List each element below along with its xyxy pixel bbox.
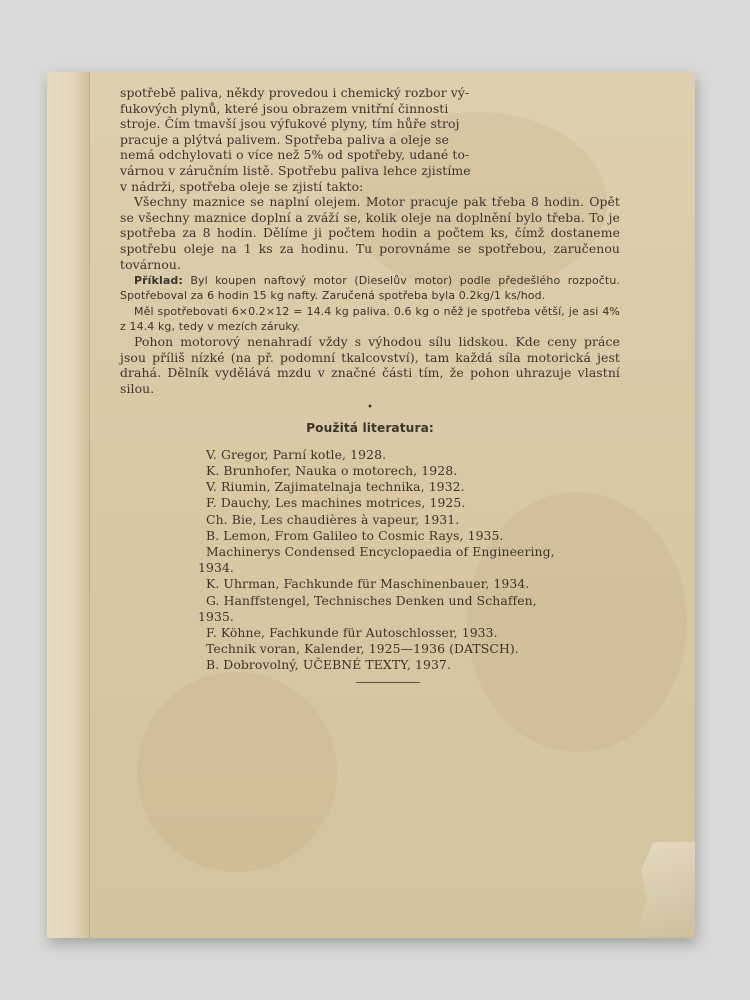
text-line: nemá odchylovati o více než 5% od spotřeby, udané to- <box>120 147 470 163</box>
literature-item: V. Gregor, Parní kotle, 1928. <box>206 446 387 462</box>
paragraph-consumption <box>120 85 620 194</box>
text-line: v nádrži, spotřeba oleje se zjistí takto: <box>120 178 364 194</box>
divider-dot: • <box>367 401 373 413</box>
end-rule <box>356 682 420 683</box>
literature-item: Technik voran, Kalender, 1925—1936 (DATSCH). <box>206 641 519 657</box>
literature-item: V. Riumin, Zajimatelnaja technika, 1932. <box>206 479 465 495</box>
text-line: várnou v záručním listě. Spotřebu paliva lehce zjistíme <box>120 162 471 178</box>
text-line: spotřebě paliva, někdy provedou i chemický rozbor vý- <box>120 85 470 100</box>
page-text <box>120 85 620 683</box>
literature-item: F. Köhne, Fachkunde für Autoschlosser, 1933. <box>206 624 498 640</box>
literature-item: K. Uhrman, Fachkunde für Maschinenbauer, 1934. <box>206 576 530 592</box>
literature-item-continuation: 1935. <box>198 608 234 624</box>
book-spine <box>47 72 90 938</box>
paragraph-oil-measurement: Všechny maznice se naplní olejem. Motor pracuje pak třeba 8 hodin. Opět se všechny maznice doplní a zváží se, kolik oleje na doplnění bylo třeba. To je spotřeba za 8 hodin. Dělíme ji počtem hodin a počtem ks, čímž dostaneme spotřebu oleje na 1 ks za hodinu. Tu porovnáme se spotřebou, zaručenou továrnou. <box>120 194 620 272</box>
text-line: stroje. Čím tmavší jsou výfukové plyny, tím hůře stroj <box>120 116 460 132</box>
literature-list <box>120 447 620 674</box>
example-paragraph <box>120 274 620 303</box>
torn-corner <box>635 842 695 938</box>
literature-item: K. Brunhofer, Nauka o motorech, 1928. <box>206 462 458 478</box>
literature-item-continuation: 1934. <box>198 560 234 576</box>
literature-item: B. Lemon, From Galileo to Cosmic Rays, 1935. <box>206 527 504 543</box>
example-calculation: Měl spotřebovati 6×0.2×12 = 14.4 kg paliva. 0.6 kg o něž je spotřeba větší, je asi 4% z 14.4 kg, tedy v mezích záruky. <box>120 305 620 333</box>
literature-item: F. Dauchy, Les machines motrices, 1925. <box>206 495 466 511</box>
example-text: Byl koupen naftový motor (Dieselův motor) podle předešlého rozpočtu. Spotřeboval za 6 hodin 15 kg nafty. Zaručená spotřeba byla 0.2kg/1 ks/hod. <box>120 274 620 302</box>
literature-item: Ch. Bie, Les chaudières à vapeur, 1931. <box>206 511 460 527</box>
text-line: pracuje a plýtvá palivem. Spotřeba paliva a oleje se <box>120 131 450 147</box>
literature-item: G. Hanffstengel, Technisches Denken und Schaffen, <box>206 592 537 608</box>
example-label: Příklad: <box>134 274 183 288</box>
literature-item: B. Dobrovolný, UČEBNÉ TEXTY, 1937. <box>206 657 451 673</box>
literature-title: Použitá literatura: <box>306 421 434 436</box>
paper-stain <box>137 672 337 872</box>
paragraph-motor-drive: Pohon motorový nenahradí vždy s výhodou sílu lidskou. Kde ceny práce jsou příliš nízké (na př. podomní tkalcovství), tam každá síla motorická jest drahá. Dělník vydělává mzdu v značné části tím, že pohon uhrazuje vlastní silou. <box>120 334 620 396</box>
literature-item: Machinerys Condensed Encyclopaedia of Engineering, <box>206 543 555 559</box>
text-line: fukových plynů, které jsou obrazem vnitřní činnosti <box>120 100 449 116</box>
